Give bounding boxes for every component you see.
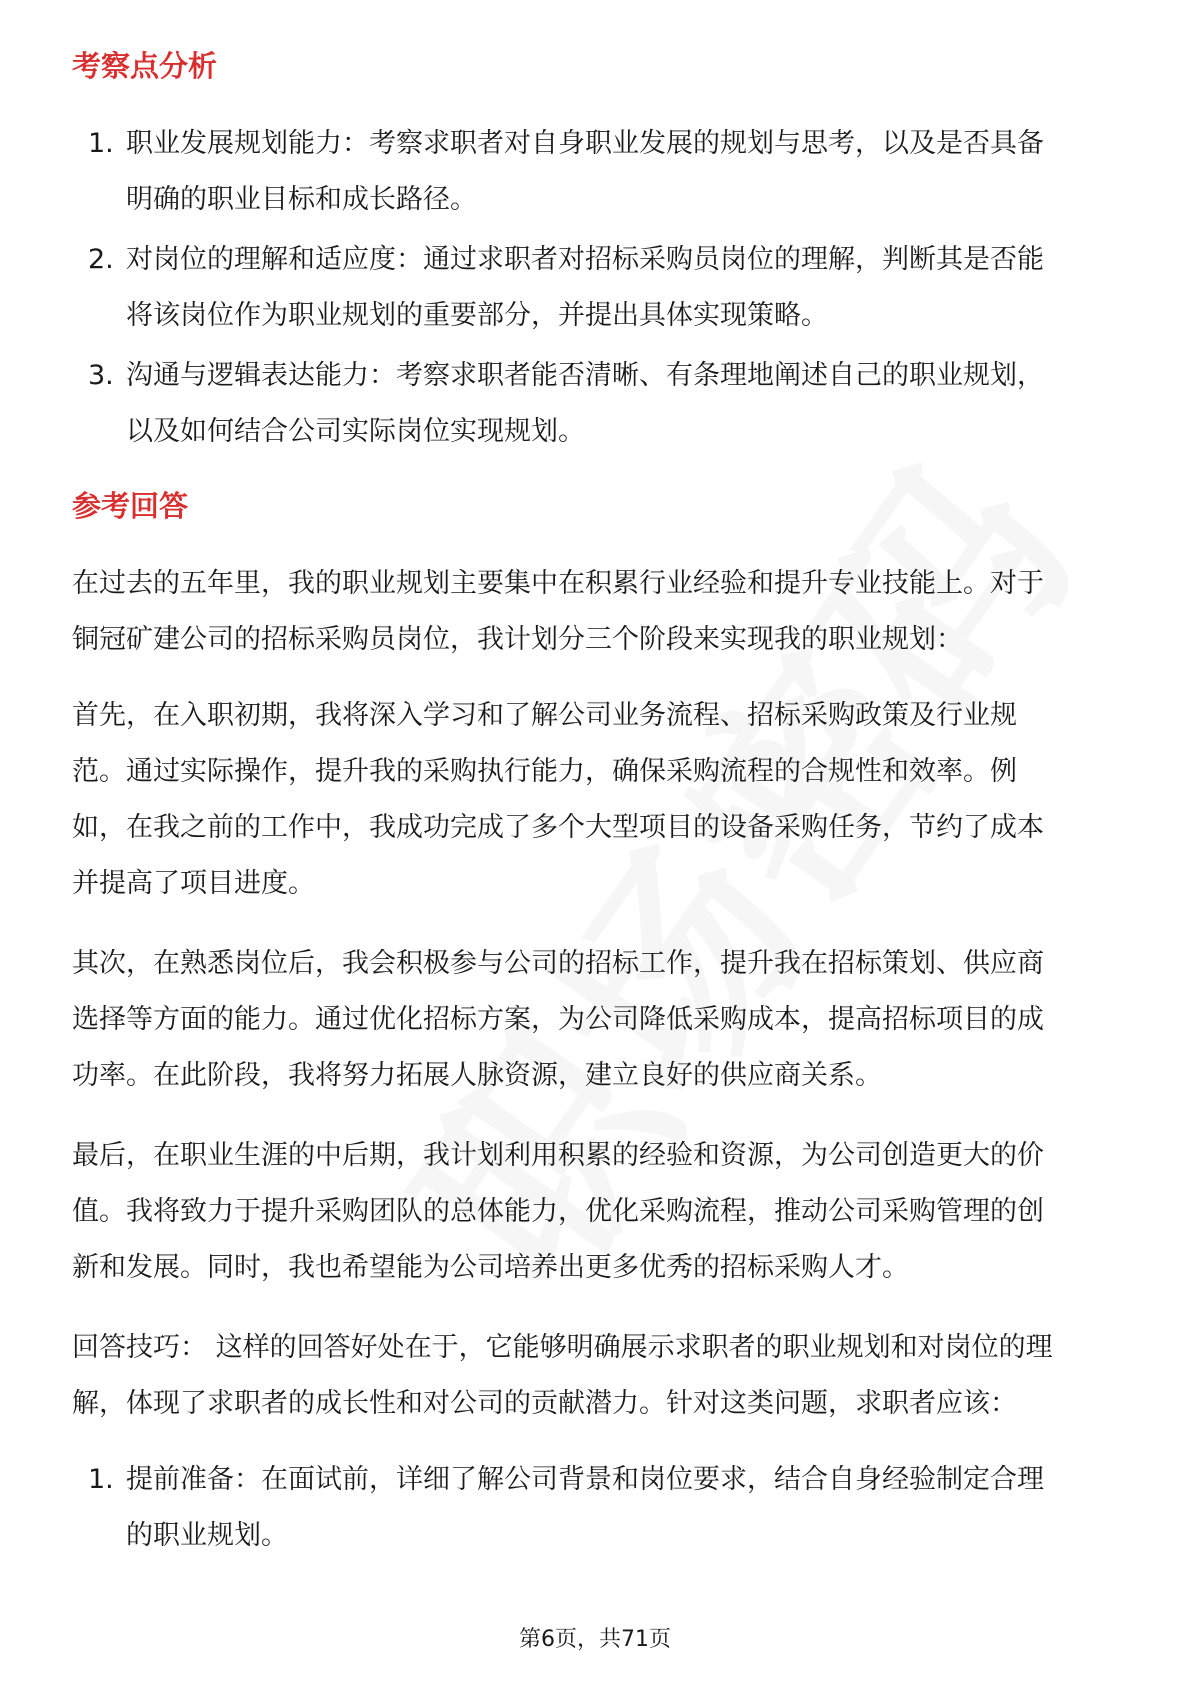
section-title-answer: 参考回答 (72, 489, 189, 523)
paragraph-line: 其次，在熟悉岗位后，我会积极参与公司的招标工作，提升我在招标策划、供应商 (72, 948, 1044, 979)
paragraph-line: 范。通过实际操作，提升我的采购执行能力，确保采购流程的合规性和效率。例 (72, 756, 1017, 787)
paragraph-line: 最后，在职业生涯的中后期，我计划利用积累的经验和资源，为公司创造更大的价 (72, 1140, 1044, 1171)
tips-list (72, 1452, 1132, 1564)
paragraph (72, 556, 1132, 668)
list-text: 以及如何结合公司实际岗位实现规划。 (126, 416, 585, 447)
list-number: 3. (88, 360, 114, 391)
paragraph-line: 值。我将致力于提升采购团队的总体能力，优化采购流程，推动公司采购管理的创 (72, 1196, 1044, 1227)
list-text: 对岗位的理解和适应度：通过求职者对招标采购员岗位的理解，判断其是否能 (126, 244, 1044, 275)
section-title-analysis: 考察点分析 (72, 49, 218, 83)
paragraph (72, 688, 1132, 912)
list-text: 职业发展规划能力：考察求职者对自身职业发展的规划与思考，以及是否具备 (126, 128, 1044, 159)
paragraph-line: 功率。在此阶段，我将努力拓展人脉资源，建立良好的供应商关系。 (72, 1060, 882, 1091)
page-footer: 第6页，共71页 (519, 1627, 671, 1652)
list-number: 1. (88, 128, 114, 159)
list-number: 1. (88, 1464, 114, 1495)
paragraph-line: 铜冠矿建公司的招标采购员岗位，我计划分三个阶段来实现我的职业规划： (72, 624, 963, 655)
paragraph-line: 首先，在入职初期，我将深入学习和了解公司业务流程、招标采购政策及行业规 (72, 700, 1017, 731)
paragraph-line: 在过去的五年里，我的职业规划主要集中在积累行业经验和提升专业技能上。对于 (72, 568, 1044, 599)
list-text: 明确的职业目标和成长路径。 (126, 184, 477, 215)
document-page (72, 46, 1132, 1564)
list-number: 2. (88, 244, 114, 275)
paragraph-line: 并提高了项目进度。 (72, 868, 315, 899)
paragraph-line: 如，在我之前的工作中，我成功完成了多个大型项目的设备采购任务，节约了成本 (72, 812, 1044, 843)
list-text: 的职业规划。 (126, 1520, 288, 1551)
analysis-list (72, 116, 1132, 460)
list-text: 沟通与逻辑表达能力：考察求职者能否清晰、有条理地阐述自己的职业规划， (126, 360, 1044, 391)
paragraph-line: 选择等方面的能力。通过优化招标方案，为公司降低采购成本，提高招标项目的成 (72, 1004, 1044, 1035)
list-item (72, 232, 1132, 344)
paragraph-line: 回答技巧： 这样的回答好处在于，它能够明确展示求职者的职业规划和对岗位的理 (72, 1332, 1053, 1363)
paragraph (72, 1320, 1132, 1432)
list-item (72, 116, 1132, 228)
list-text: 将该岗位作为职业规划的重要部分，并提出具体实现策略。 (126, 300, 828, 331)
list-text: 提前准备：在面试前，详细了解公司背景和岗位要求，结合自身经验制定合理 (126, 1464, 1044, 1495)
list-item (72, 348, 1132, 460)
list-item (72, 1452, 1132, 1564)
paragraph (72, 936, 1132, 1104)
paragraph-line: 新和发展。同时，我也希望能为公司培养出更多优秀的招标采购人才。 (72, 1252, 909, 1283)
paragraph (72, 1128, 1132, 1296)
paragraph-line: 解，体现了求职者的成长性和对公司的贡献潜力。针对这类问题，求职者应该： (72, 1388, 1017, 1419)
